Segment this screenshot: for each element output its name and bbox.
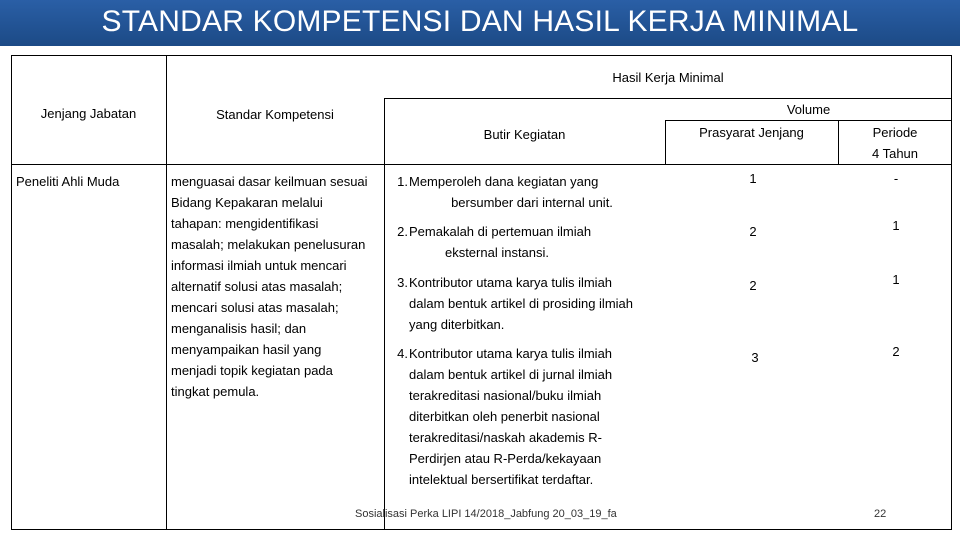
butir-number: 4. xyxy=(397,346,408,361)
prasyarat-value-2: 2 xyxy=(749,224,757,239)
butir-number: 3. xyxy=(397,275,408,290)
butir-text xyxy=(409,171,655,213)
kompetensi-line: Bidang Kepakaran melalui xyxy=(171,195,323,210)
prasyarat-value-4: 3 xyxy=(751,350,759,365)
butir-line: eksternal instansi. xyxy=(444,245,550,260)
butir-number: 1. xyxy=(397,174,408,189)
periode-value-3: 1 xyxy=(892,272,900,287)
butir-line: Kontributor utama karya tulis ilmiah xyxy=(409,346,613,361)
header-hasil-kerja: Hasil Kerja Minimal xyxy=(612,70,724,85)
periode-value-2: 1 xyxy=(892,218,900,233)
kompetensi-line: menganalisis hasil; dan xyxy=(171,321,307,336)
butir-line: dalam bentuk artikel di prosiding ilmiah xyxy=(409,296,634,311)
kompetensi-text xyxy=(171,171,383,402)
prasyarat-value-1: 1 xyxy=(749,171,757,186)
butir-line: terakreditasi nasional/buku ilmiah xyxy=(409,388,602,403)
header-periode-line1: Periode xyxy=(872,125,918,140)
periode-value-1: - xyxy=(893,171,899,186)
butir-line: bersumber dari internal unit. xyxy=(451,195,613,210)
kompetensi-line: menjadi topik kegiatan pada xyxy=(171,363,333,378)
jenjang-value: Peneliti Ahli Muda xyxy=(16,174,120,189)
header-volume: Volume xyxy=(786,102,831,117)
butir-text xyxy=(409,221,655,263)
header-prasyarat-jenjang: Prasyarat Jenjang xyxy=(699,125,804,140)
kompetensi-line: tingkat pemula. xyxy=(171,384,260,399)
header-butir-kegiatan: Butir Kegiatan xyxy=(483,127,566,142)
kompetensi-line: informasi ilmiah untuk mencari xyxy=(171,258,347,273)
col-divider-standar xyxy=(384,98,385,530)
row-divider-volume xyxy=(665,120,952,121)
page-number: 22 xyxy=(874,508,887,520)
header-periode xyxy=(838,122,952,164)
header-standar-kompetensi: Standar Kompetensi xyxy=(216,107,334,122)
slide-title: STANDAR KOMPETENSI DAN HASIL KERJA MINIMAL xyxy=(101,5,859,38)
kompetensi-line: menyampaikan hasil yang xyxy=(171,342,322,357)
butir-text xyxy=(409,343,655,490)
periode-value-4: 2 xyxy=(892,344,900,359)
butir-line: Perdirjen atau R-Perda/kekayaan xyxy=(409,451,602,466)
butir-line: intelektual bersertifikat terdaftar. xyxy=(409,472,594,487)
butir-line: Memperoleh dana kegiatan yang xyxy=(409,174,599,189)
col-divider-jenjang xyxy=(166,55,167,530)
kompetensi-line: masalah; melakukan penelusuran xyxy=(171,237,366,252)
prasyarat-value-3: 2 xyxy=(749,278,757,293)
kompetensi-line: tahapan: mengidentifikasi xyxy=(171,216,319,231)
butir-line: dalam bentuk artikel di jurnal ilmiah xyxy=(409,367,613,382)
kompetensi-line: mencari solusi atas masalah; xyxy=(171,300,339,315)
slide-title-bar xyxy=(0,0,960,46)
kompetensi-line: menguasai dasar keilmuan sesuai xyxy=(171,174,368,189)
kompetensi-line: alternatif solusi atas masalah; xyxy=(171,279,343,294)
butir-line: diterbitkan oleh penerbit nasional xyxy=(409,409,600,424)
footer-note: Sosialisasi Perka LIPI 14/2018_Jabfung 20_03_19_fa xyxy=(355,508,617,520)
header-jenjang-jabatan: Jenjang Jabatan xyxy=(40,106,137,121)
butir-line: Pemakalah di pertemuan ilmiah xyxy=(409,224,592,239)
butir-line: Kontributor utama karya tulis ilmiah xyxy=(409,275,613,290)
butir-number: 2. xyxy=(397,224,408,239)
butir-line: terakreditasi/naskah akademis R- xyxy=(409,430,602,445)
butir-line: yang diterbitkan. xyxy=(409,317,505,332)
butir-text xyxy=(409,272,655,335)
header-periode-line2: 4 Tahun xyxy=(871,146,919,161)
row-divider-header xyxy=(11,164,952,165)
